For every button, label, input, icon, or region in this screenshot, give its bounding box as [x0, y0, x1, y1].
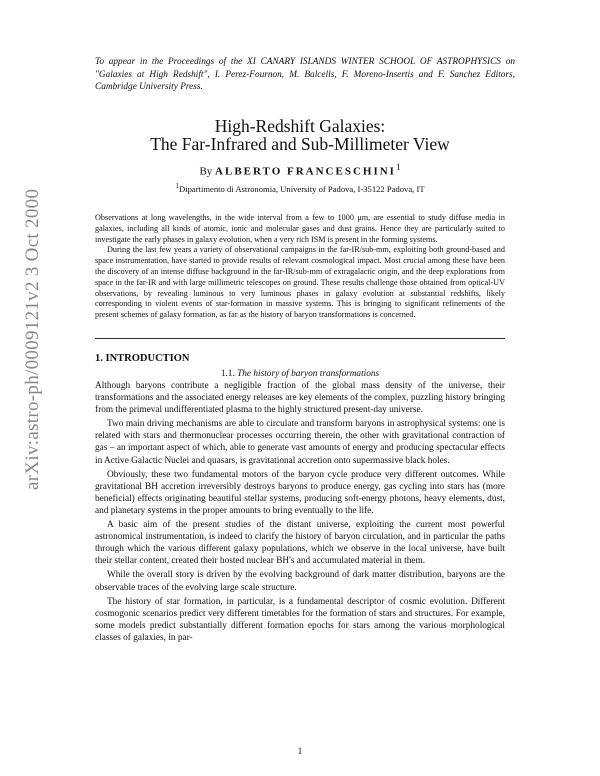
author-name: ALBERTO FRANCESCHINI	[215, 165, 396, 178]
affiliation-text: Dipartimento di Astronomia, University of Padova, I-35122 Padova, IT	[178, 183, 425, 194]
subsection-heading	[90, 369, 510, 379]
subsection-title: The history of baryon transformations	[237, 369, 380, 379]
abstract-paragraph: During the last few years a variety of observational campaigns in the far-IR/sub-mm, exploiting both ground-based and space instrumentation, have started to provide results of relevant cosmological impact. Most crucial among these have been the discovery of an intense diffuse background in the far-IR/sub-mm of extragalactic origin, and the deep explorations from space in the far-IR and with large millimetric telescopes on ground. These results challenge those obtained from optical-UV observations, by revealing luminous to very luminous phases in galaxy evolution at substantial redshifts, likely corresponding to violent events of star-formation in massive systems. This is bringing to significant refinements of the present schemes of galaxy formation, as far as the history of baryon transformations is concerned.	[95, 245, 505, 320]
title-line-2: The Far-Infrared and Sub-Millimeter View	[150, 134, 450, 154]
body-paragraph: A basic aim of the present studies of the distant universe, exploiting the current most powerful astronomical instrumentation, is indeed to clarify the history of baryon circulation, and in particular the paths through which the various different galaxy populations, which we observe in the local universe, have built their stellar content, created their hosted nuclear BH's and accumulated material in them.	[95, 520, 505, 567]
body-paragraph: The history of star formation, in particular, is a fundamental descriptor of cosmic evolution. Different cosmogonic scenarios predict very different timetables for the formation of stars and structures. For example, some models predict substantially different formation epochs for stars among the various morphological classes of galaxies, in par-	[95, 596, 505, 643]
subsection-number: 1.1.	[220, 369, 235, 379]
abstract	[95, 213, 505, 321]
body-paragraph: Obviously, these two fundamental motors of the baryon cycle produce very different outcomes. While gravitational BH accretion irreversibly destroys baryons to produce energy, gas cycling into stars has (more beneficial) effects originating beautiful stellar systems, producing soft-energy photons, heavy elements, dust, and planetary systems in the proper amounts to bring eventually to the life.	[95, 469, 505, 516]
byline	[90, 162, 510, 178]
proceedings-note: To appear in the Proceedings of the XI CANARY ISLANDS WINTER SCHOOL OF ASTROPHYSICS on "Galaxies at High Redshift", I. Perez-Fournon, M. Balcells, F. Moreno-Insertis and F. Sanchez Editors, Cambridge University Press.	[95, 57, 515, 93]
body-paragraph: While the overall story is driven by the evolving background of dark matter distribution, baryons are the observable traces of the evolving large scale structure.	[95, 570, 505, 593]
body-paragraph: Two main driving mechanisms are able to circulate and transform baryons in astrophysical systems: one is related with stars and thermonuclear processes occurring therein, the other with gravitational contraction of gas – an important aspect of which, able to generate vast amounts of energy and producing spectacular effects in Active Galactic Nuclei and quasars, is gravitational accretion onto supermassive black holes.	[95, 419, 505, 466]
section-heading: 1. INTRODUCTION	[95, 353, 190, 364]
abstract-divider	[95, 338, 505, 339]
arxiv-identifier-stamp: arXiv:astro-ph/0009121v2 3 Oct 2000	[22, 188, 43, 490]
body-paragraph: Although baryons contribute a negligible fraction of the global mass density of the universe, their transformations and the associated energy releases are key elements of the complex, puzzling history bringing from the primeval undifferentiated plasma to the highly structured present-day universe.	[95, 381, 505, 416]
abstract-paragraph: Observations at long wavelengths, in the wide interval from a few to 1000 μm, are essential to study diffuse media in galaxies, including all kinds of atomic, ionic and molecular gases and dust grains. Hence they are particularly suited to investigate the early phases in galaxy evolution, when a very rich ISM is present in the forming systems.	[95, 213, 505, 244]
byline-prefix: By	[199, 165, 213, 178]
title-line-1: High-Redshift Galaxies:	[214, 116, 386, 136]
affiliation	[90, 182, 510, 194]
page-number: 1	[297, 747, 303, 757]
affiliation-mark: 1	[175, 182, 179, 190]
body-text	[95, 380, 505, 646]
author-affiliation-mark: 1	[395, 162, 401, 172]
